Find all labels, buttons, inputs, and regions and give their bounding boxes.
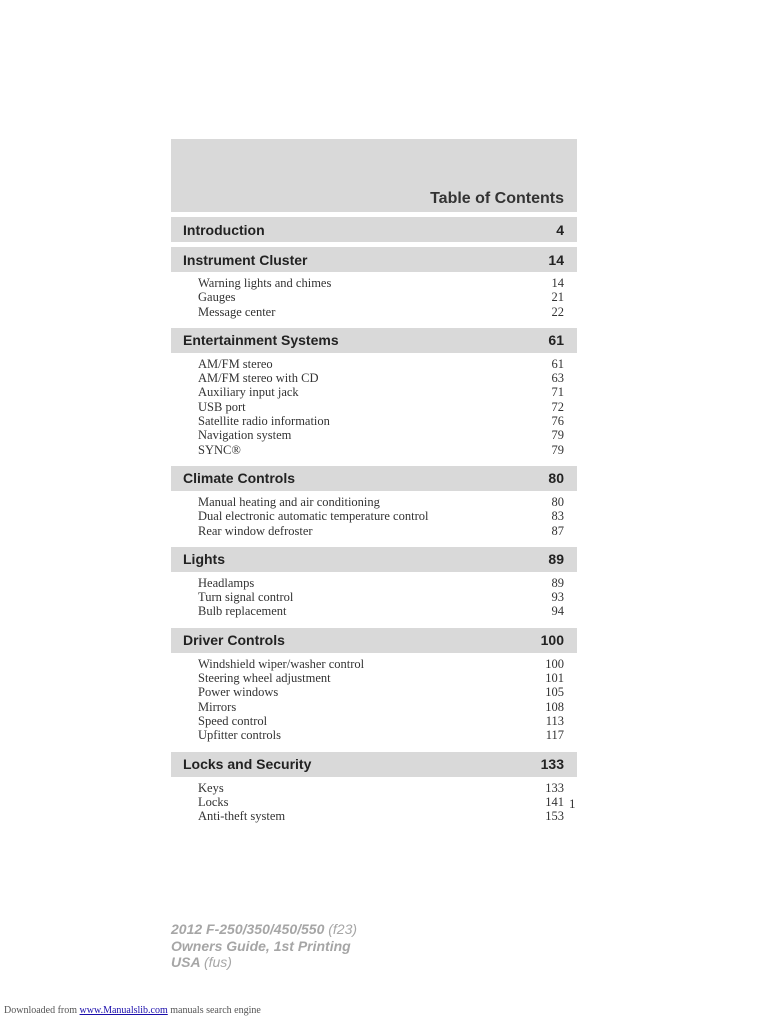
download-notice — [4, 1005, 261, 1016]
footer-region: USA — [171, 954, 201, 970]
entry-label: USB port — [198, 399, 246, 414]
entry-page: 117 — [545, 728, 564, 743]
toc-section-header[interactable] — [171, 752, 577, 777]
entry-label: Mirrors — [198, 699, 237, 714]
entry-label: Navigation system — [198, 428, 292, 443]
entry-page: 14 — [551, 276, 564, 290]
entry-page: 76 — [551, 414, 564, 429]
toc-sections — [171, 212, 577, 827]
entry-label: Upfitter controls — [198, 728, 281, 743]
section-page: 80 — [548, 470, 564, 487]
toc-entry[interactable] — [198, 276, 564, 290]
page-number: 1 — [569, 796, 576, 811]
toc-entry[interactable] — [198, 443, 564, 457]
toc-entry[interactable] — [198, 428, 564, 442]
section-page: 14 — [548, 251, 564, 268]
entry-label: Manual heating and air conditioning — [198, 494, 380, 509]
toc-entry-list — [171, 572, 577, 623]
download-prefix: Downloaded from — [4, 1005, 78, 1016]
section-title: Driver Controls — [183, 632, 285, 649]
document-footer — [171, 921, 357, 971]
toc-entry[interactable] — [198, 809, 564, 823]
entry-label: Anti-theft system — [198, 809, 286, 824]
entry-page: 87 — [551, 523, 564, 538]
section-page: 100 — [540, 632, 564, 649]
toc-entry[interactable] — [198, 385, 564, 399]
toc-entry-list — [171, 272, 577, 323]
entry-page: 72 — [551, 399, 564, 414]
footer-region-code: (fus) — [203, 954, 232, 970]
section-page: 89 — [548, 551, 564, 568]
entry-page: 79 — [551, 428, 564, 443]
toc-section-header[interactable] — [171, 628, 577, 653]
toc-section-header[interactable] — [171, 328, 577, 353]
entry-page: 83 — [551, 509, 564, 524]
toc-section-header[interactable] — [171, 217, 577, 242]
toc-section-header[interactable] — [171, 547, 577, 572]
section-title: Climate Controls — [183, 470, 296, 487]
entry-page: 153 — [545, 809, 564, 824]
entry-label: SYNC® — [198, 442, 241, 457]
entry-label: Locks — [198, 794, 229, 809]
section-title: Locks and Security — [183, 756, 312, 773]
toc-entry[interactable] — [198, 305, 564, 319]
section-page: 4 — [556, 221, 564, 238]
entry-page: 21 — [551, 290, 564, 305]
entry-label: Auxiliary input jack — [198, 385, 299, 400]
section-title: Introduction — [183, 221, 265, 238]
section-title: Instrument Cluster — [183, 251, 308, 268]
toc-entry[interactable] — [198, 371, 564, 385]
entry-label: Warning lights and chimes — [198, 276, 332, 290]
toc-entry[interactable] — [198, 700, 564, 714]
entry-label: Message center — [198, 304, 276, 319]
entry-page: 105 — [545, 685, 564, 700]
toc-entry[interactable] — [198, 290, 564, 304]
entry-page: 71 — [551, 385, 564, 400]
entry-label: Keys — [198, 780, 224, 795]
toc-entry[interactable] — [198, 714, 564, 728]
entry-label: Bulb replacement — [198, 604, 287, 619]
manualslib-link[interactable]: www.Manualslib.com — [79, 1005, 168, 1016]
entry-label: AM/FM stereo with CD — [198, 371, 319, 386]
footer-model: 2012 F-250/350/450/550 — [171, 921, 325, 937]
entry-page: 22 — [551, 304, 564, 319]
entry-page: 89 — [551, 575, 564, 590]
toc-entry[interactable] — [198, 400, 564, 414]
entry-page: 100 — [545, 656, 564, 671]
entry-label: Satellite radio information — [198, 414, 330, 429]
toc-entry-list — [171, 353, 577, 461]
entry-page: 108 — [545, 699, 564, 714]
footer-line-region — [171, 954, 357, 971]
toc-entry[interactable] — [198, 685, 564, 699]
entry-page: 133 — [545, 780, 564, 795]
entry-label: AM/FM stereo — [198, 356, 273, 371]
entry-label: Windshield wiper/washer control — [198, 656, 365, 671]
entry-page: 94 — [551, 604, 564, 619]
entry-label: Speed control — [198, 713, 268, 728]
toc-title: Table of Contents — [430, 190, 564, 207]
footer-line-model — [171, 921, 357, 938]
toc-section-header[interactable] — [171, 247, 577, 272]
table-of-contents — [171, 139, 577, 827]
entry-page: 79 — [551, 442, 564, 457]
entry-label: Rear window defroster — [198, 523, 313, 538]
entry-label: Turn signal control — [198, 590, 294, 605]
toc-entry[interactable] — [198, 524, 564, 538]
toc-entry[interactable] — [198, 576, 564, 590]
toc-entry[interactable] — [198, 795, 564, 809]
entry-page: 101 — [545, 671, 564, 686]
toc-header — [171, 139, 577, 212]
section-page: 61 — [548, 332, 564, 349]
toc-entry-list — [171, 653, 577, 747]
section-title: Entertainment Systems — [183, 332, 339, 349]
entry-label: Power windows — [198, 685, 279, 700]
entry-page: 63 — [551, 371, 564, 386]
toc-entry[interactable] — [198, 657, 564, 671]
section-title: Lights — [183, 551, 225, 568]
entry-page: 141 — [545, 794, 564, 809]
toc-entry[interactable] — [198, 728, 564, 742]
toc-entry[interactable] — [198, 671, 564, 685]
entry-page: 93 — [551, 590, 564, 605]
toc-entry[interactable] — [198, 357, 564, 371]
entry-page: 61 — [551, 356, 564, 371]
entry-label: Steering wheel adjustment — [198, 671, 331, 686]
toc-entry[interactable] — [198, 509, 564, 523]
toc-entry[interactable] — [198, 414, 564, 428]
entry-label: Gauges — [198, 290, 236, 305]
entry-label: Headlamps — [198, 575, 255, 590]
toc-section-header[interactable] — [171, 466, 577, 491]
footer-model-code: (f23) — [328, 921, 358, 937]
entry-label: Dual electronic automatic temperature control — [198, 509, 429, 524]
toc-entry-list — [171, 777, 577, 828]
toc-entry[interactable] — [198, 495, 564, 509]
footer-line-guide: Owners Guide, 1st Printing — [171, 937, 351, 954]
entry-page: 80 — [551, 494, 564, 509]
section-page: 133 — [540, 756, 564, 773]
toc-entry[interactable] — [198, 604, 564, 618]
toc-entry-list — [171, 491, 577, 542]
entry-page: 113 — [545, 713, 564, 728]
toc-entry[interactable] — [198, 781, 564, 795]
download-suffix: manuals search engine — [170, 1005, 261, 1016]
toc-entry[interactable] — [198, 590, 564, 604]
